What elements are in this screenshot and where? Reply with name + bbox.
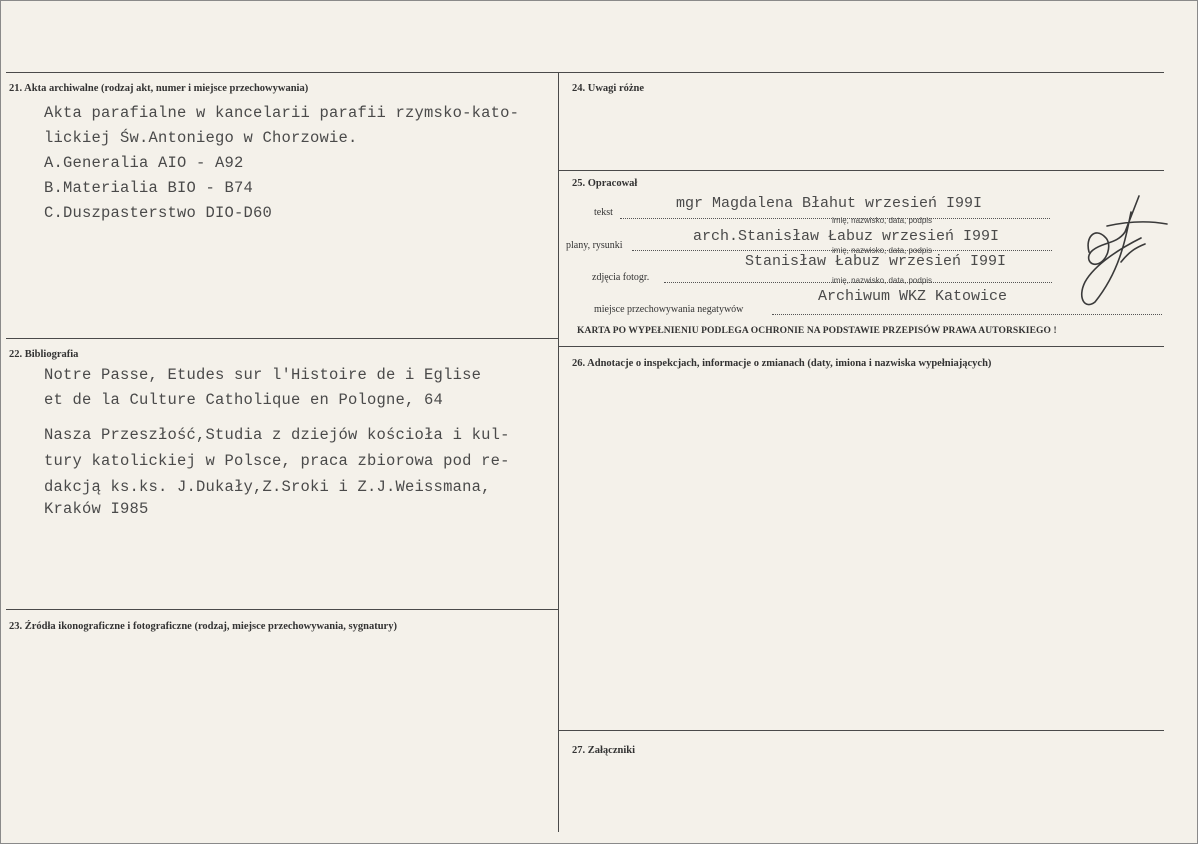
- section-26-label: [572, 358, 991, 369]
- rule-25-26: [558, 346, 1164, 347]
- negatywy-label: miejsce przechowywania negatywów: [594, 304, 744, 315]
- tekst-value: mgr Magdalena Błahut wrzesień I99I: [676, 195, 983, 212]
- signature-icon: [1055, 182, 1175, 312]
- negatywy-dots: [772, 314, 1162, 315]
- section-23-sublabel: (rodzaj, miejsce przechowywania, sygnatury): [194, 621, 397, 632]
- section-22-label: 22. Bibliografia: [9, 349, 79, 360]
- section-21-line-1: Akta parafialne w kancelarii parafii rzymsko-kato-: [44, 104, 520, 122]
- section-21-title: 21. Akta archiwalne: [9, 83, 99, 94]
- section-21-line-4: B.Materialia BIO - B74: [44, 179, 254, 197]
- center-divider: [558, 72, 559, 832]
- section-21-line-3: A.Generalia AIO - A92: [44, 154, 244, 172]
- section-22-line-4: tury katolickiej w Polsce, praca zbiorowa pod re-: [44, 452, 510, 470]
- section-21-label: [9, 83, 308, 94]
- rule-24-25: [558, 170, 1164, 171]
- plany-value: arch.Stanisław Łabuz wrzesień I99I: [693, 228, 1000, 245]
- section-21-line-5: C.Duszpasterstwo DIO-D60: [44, 204, 273, 222]
- negatywy-value: Archiwum WKZ Katowice: [818, 288, 1008, 305]
- zdjecia-value: Stanisław Łabuz wrzesień I99I: [745, 253, 1007, 270]
- rule-21-22: [6, 338, 558, 339]
- copyright-warning: KARTA PO WYPEŁNIENIU PODLEGA OCHRONIE NA PODSTAWIE PRZEPISÓW PRAWA AUTORSKIEGO !: [577, 326, 1057, 336]
- section-22-line-1: Notre Passe, Etudes sur l'Histoire de i Eglise: [44, 366, 482, 384]
- section-21-line-2: lickiej Św.Antoniego w Chorzowie.: [44, 129, 358, 147]
- section-23-title: 23. Źródła ikonograficzne i fotograficzne: [9, 621, 192, 632]
- zdjecia-caption: imię, nazwisko, data, podpis: [832, 276, 933, 285]
- section-26-sublabel: (daty, imiona i nazwiska wypełniających): [807, 358, 992, 369]
- rule-22-23: [6, 609, 558, 610]
- section-21-sublabel: (rodzaj akt, numer i miejsce przechowywania): [100, 83, 309, 94]
- top-rule: [6, 72, 1164, 73]
- zdjecia-label: zdjęcia fotogr.: [592, 272, 650, 283]
- section-25-label: 25. Opracował: [572, 178, 638, 189]
- section-22-line-6: Kraków I985: [44, 500, 149, 518]
- section-22-line-3: Nasza Przeszłość,Studia z dziejów kościoła i kul-: [44, 426, 510, 444]
- plany-caption: imię, nazwisko, data, podpis: [832, 246, 933, 255]
- section-26-title: 26. Adnotacje o inspekcjach, informacje o zmianach: [572, 358, 805, 369]
- plany-label: plany, rysunki: [566, 240, 623, 251]
- section-24-label: 24. Uwagi różne: [572, 83, 645, 94]
- section-22-line-2: et de la Culture Catholique en Pologne, 64: [44, 391, 444, 409]
- section-23-label: [9, 621, 397, 632]
- section-22-line-5: dakcją ks.ks. J.Dukały,Z.Sroki i Z.J.Weissmana,: [44, 478, 491, 496]
- tekst-caption: imię, nazwisko, data, podpis: [832, 216, 933, 225]
- tekst-label: tekst: [594, 207, 613, 218]
- rule-26-27: [558, 730, 1164, 731]
- section-27-label: 27. Załączniki: [572, 745, 636, 756]
